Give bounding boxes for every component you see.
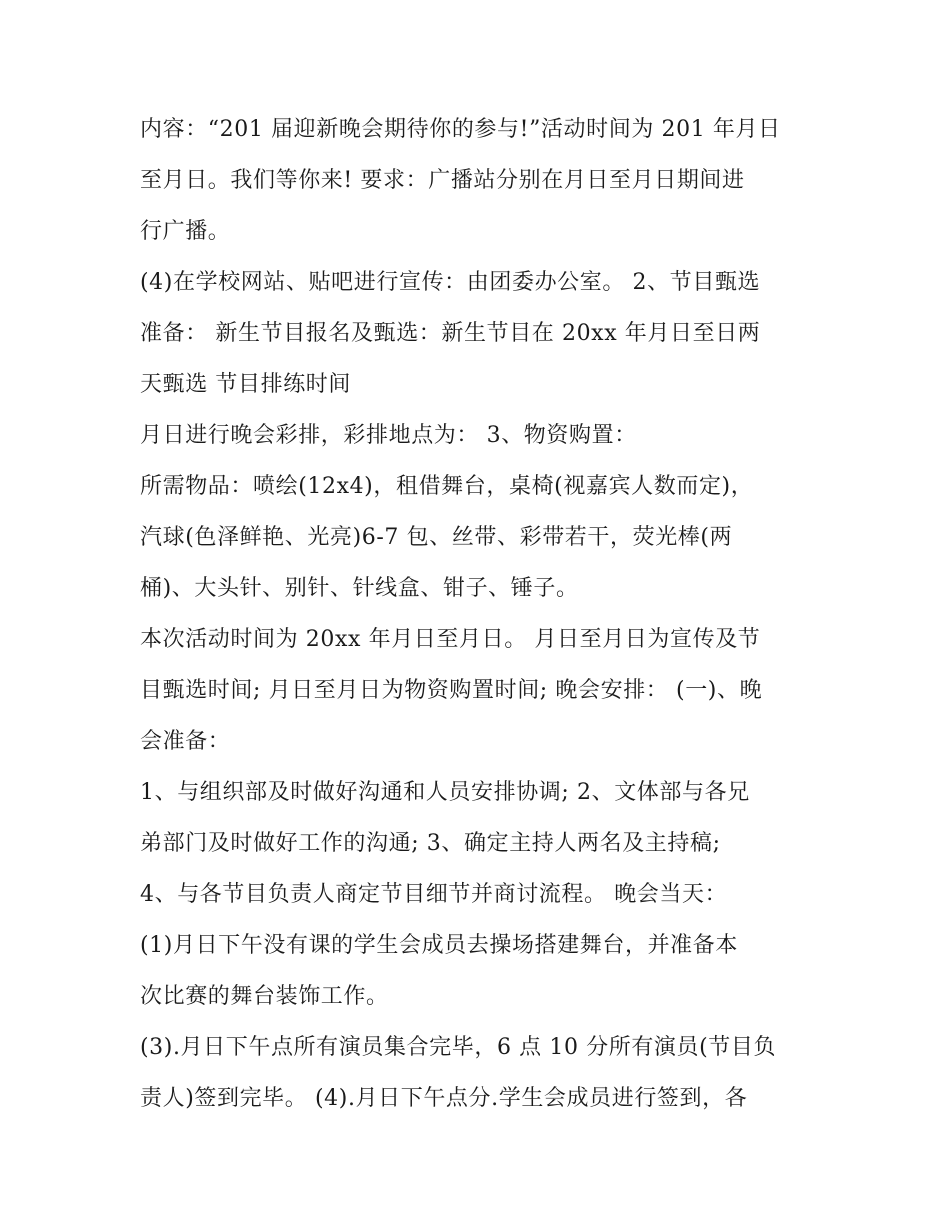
text-line-6: 天甄选 节目排练时间 — [140, 372, 351, 397]
text-line-8: 所需物品：喷绘(12x4)，租借舞台，桌椅(视嘉宾人数而定)， — [140, 474, 754, 499]
text-line-9: 汽球(色泽鲜艳、光亮)6-7 包、丝带、彩带若干，荧光棒(两 — [140, 525, 733, 550]
text-line-19: (3).月日下午点所有演员集合完毕，6 点 10 分所有演员(节目负 — [140, 1035, 777, 1060]
text-line-11: 本次活动时间为 20xx 年月日至月日。 月日至月日为宣传及节 — [140, 627, 761, 652]
text-line-5: 准备： 新生节目报名及甄选：新生节目在 20xx 年月日至日两 — [140, 321, 761, 346]
text-line-3: 行广播。 — [140, 219, 231, 244]
text-line-1: 内容：“201 届迎新晚会期待你的参与!”活动时间为 201 年月日 — [140, 117, 781, 142]
text-line-14: 1、与组织部及时做好沟通和人员安排协调; 2、文体部与各兄 — [140, 780, 750, 805]
text-line-4: (4)在学校网站、贴吧进行宣传：由团委办公室。 2、节目甄选 — [140, 270, 761, 295]
text-line-7: 月日进行晚会彩排，彩排地点为： 3、物资购置： — [140, 423, 637, 448]
text-line-12: 目甄选时间; 月日至月日为物资购置时间; 晚会安排： (一)、晚 — [140, 678, 763, 703]
text-line-15: 弟部门及时做好工作的沟通; 3、确定主持人两名及主持稿; — [140, 831, 721, 856]
text-line-10: 桶)、大头针、别针、针线盒、钳子、锤子。 — [140, 576, 579, 601]
text-line-18: 次比赛的舞台装饰工作。 — [140, 984, 389, 1009]
text-line-17: (1)月日下午没有课的学生会成员去操场搭建舞台，并准备本 — [140, 933, 738, 958]
text-line-13: 会准备： — [140, 729, 231, 754]
text-line-2: 至月日。我们等你来! 要求：广播站分别在月日至月日期间进 — [140, 168, 745, 193]
text-line-20: 责人)签到完毕。 (4).月日下午点分.学生会成员进行签到，各 — [140, 1086, 748, 1111]
body-text — [140, 104, 820, 1124]
text-line-16: 4、与各节目负责人商定节目细节并商讨流程。 晚会当天： — [140, 882, 728, 907]
